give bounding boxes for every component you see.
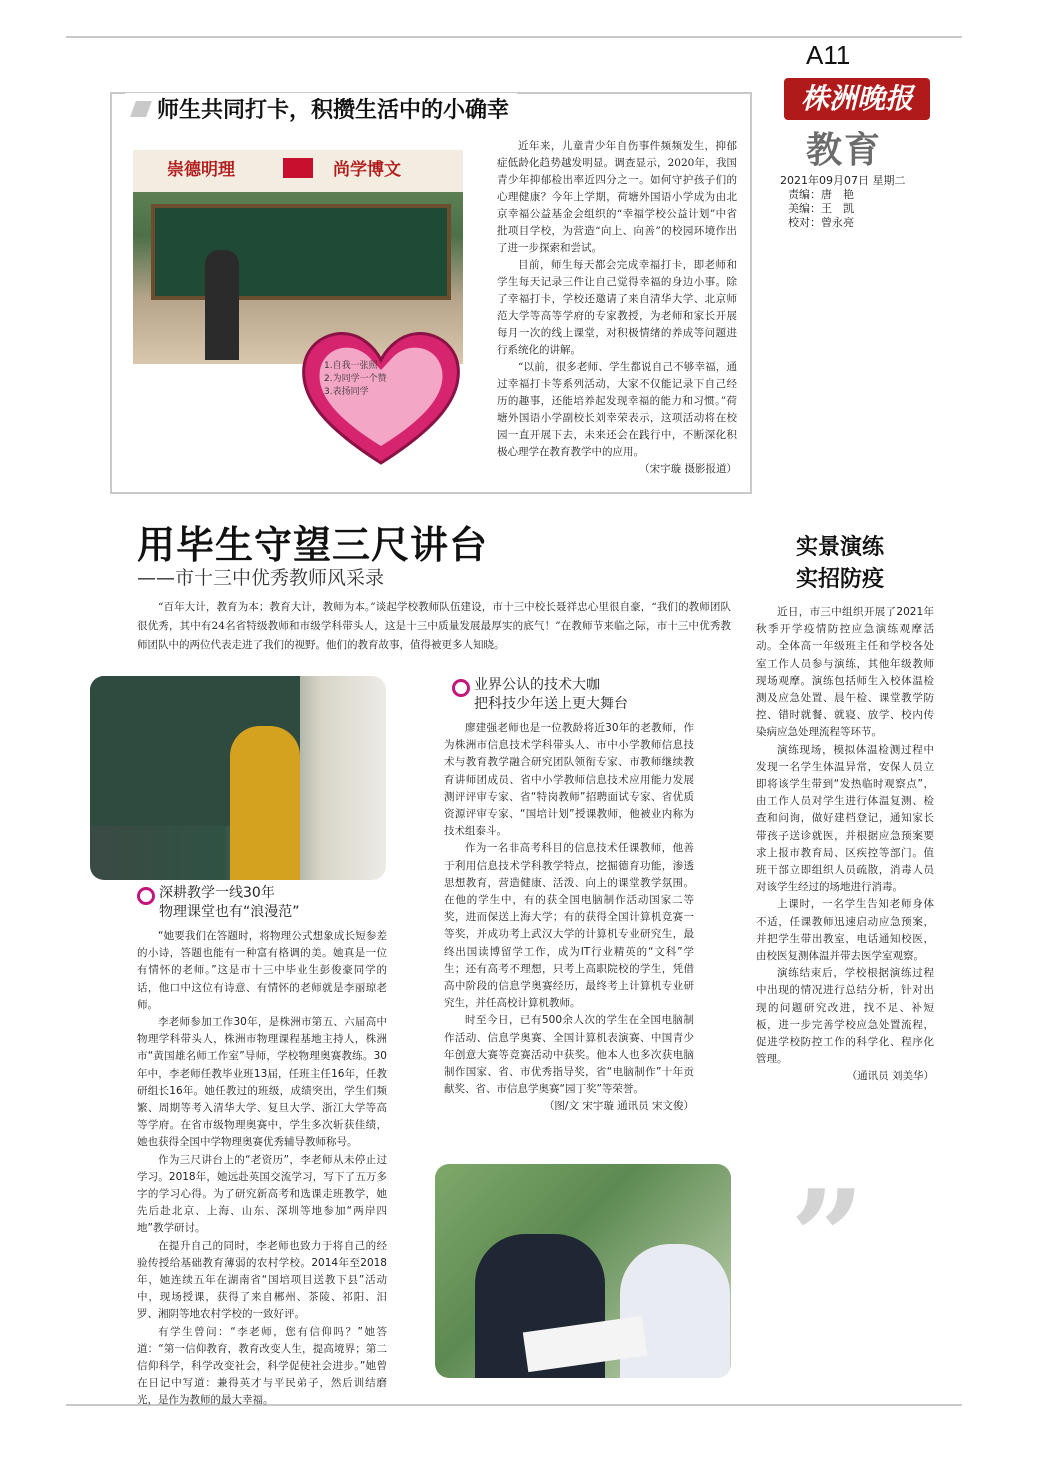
- side-paragraph: 演练现场，模拟体温检测过程中发现一名学生体温异常，安保人员立即将该学生带到“发热临时观察点”，由工作人员对学生进行体温复测、检查和问询，做好建档登记，通知家长带孩子送诊就医，并根据应急预案要求上报市教育局、区疾控等部门。值班干部立即组织人员疏散，消毒人员对该学生经过的场地进行消毒。: [756, 743, 934, 894]
- proofreader-credit: 校对：曾永亮: [788, 216, 854, 229]
- section1-paragraph: “她要我们在答题时，将物理公式想象成长短参差的小诗，答题也能有一种富有格调的美。她真是一位有情怀的老师。”这是市十三中毕业生彭俊豪同学的话，他口中这位有诗意、有情怀的老师就是李丽琼老师。: [137, 930, 387, 1011]
- main-article-intro: “百年大计，教育为本；教育大计，教师为本。”谈起学校教师队伍建设，市十三中校长聂祥忠心里很自豪，“我们的教师团队很优秀，其中有24名省特级教师和市级学科带头人，这是十三中质量发展最厚实的底气！”在教师节来临之际，市十三中优秀教师团队中的两位代表走进了我们的视野。他们的教育故事，值得被更多人知晓。: [137, 601, 731, 651]
- feature-paragraph: 目前，师生每天都会完成幸福打卡，即老师和学生每天记录三件让自己觉得幸福的身边小事。除了幸福打卡，学校还邀请了来自清华大学、北京师范大学等高等学府的专家教授，为老师和家长开展每月一次的线上课堂，对积极情绪的养成等问题进行系统化的讲解。: [497, 259, 737, 356]
- teacher-figure: [230, 726, 300, 880]
- section2-credit: （图/文 宋宇璇 通讯员 宋文俊）: [543, 1100, 694, 1113]
- heart-note: [296, 318, 466, 468]
- side-credit: （通讯员 刘美华）: [846, 1070, 934, 1083]
- heart-note-text: 1.自我一张照 2.为同学一个赞 3.表扬同学: [324, 361, 387, 397]
- section1-body: [137, 928, 387, 1410]
- side-article-title-line2: 实招防疫: [795, 567, 884, 592]
- section-name: 教育: [806, 129, 883, 171]
- issue-date: 2021年09月07日 星期二: [780, 174, 906, 187]
- feature-credit: （宋宇璇 摄影报道）: [639, 463, 737, 475]
- section2-heading-line2: 把科技少年送上更大舞台: [474, 696, 628, 712]
- editor-credit: 责编：唐 艳: [788, 188, 854, 201]
- main-article-title: 用毕生守望三尺讲台: [137, 523, 489, 567]
- section2-paragraph: 时至今日，已有500余人次的学生在全国电脑制作活动、信息学奥赛、全国计算机表演赛、中国青少年创意大赛等竞赛活动中获奖。他本人也多次获电脑制作国家、省、市优秀指导奖，省“电脑制作”十年贡献奖、省、市信息学奥赛“园丁奖”等荣誉。: [444, 1014, 694, 1096]
- section1-paragraph: 在提升自己的同时，李老师也致力于将自己的经验传授给基础教育薄弱的农村学校。2014年至2018年，她连续五年在湖南省“国培项目送教下县”活动中，现场授课，获得了来自郴州、茶陵、祁阳、汨罗、湘阴等地农村学校的一致好评。: [137, 1239, 387, 1321]
- teacher-student-photo: [435, 1164, 731, 1378]
- section2-paragraph: 廖建强老师也是一位教龄将近30年的老教师，作为株洲市信息技术学科带头人、市中小学教师信息技术与教育教学融合研究团队领衔专家、市教师继续教育讲师团成员、省中小学教师信息技术应用能力发展测评评审专家、省“特岗教师”招聘面试专家、省优质资源评审专家、“国培计划”授课教师，他被业内称为技术组泰斗。: [444, 722, 694, 838]
- page-number: A11: [806, 40, 851, 70]
- top-rule: [66, 36, 962, 38]
- quote-mark-icon: ”: [790, 1161, 865, 1314]
- section1-heading-line1: 深耕教学一线30年: [159, 885, 275, 901]
- section2-heading: [452, 676, 702, 714]
- banner-flag-icon: [283, 158, 313, 178]
- newspaper-logo: 株洲晚报: [784, 78, 930, 120]
- main-article-subtitle: ——市十三中优秀教师风采录: [137, 567, 385, 589]
- side-paragraph: 演练结束后，学校根据演练过程中出现的情况进行总结分析，针对出现的问题研究改进，找不足、补短板，进一步完善学校应急处置流程，促进学校防控工作的科学化、程序化管理。: [756, 967, 934, 1066]
- teacher-figure: [205, 250, 239, 360]
- feature-box-title: 师生共同打卡，积攒生活中的小确幸: [125, 93, 517, 124]
- feature-paragraph: “以前，很多老师、学生都说自己不够幸福，通过幸福打卡等系列活动，大家不仅能记录下自己经历的趣事，还能培养起发现幸福的能力和习惯。”荷塘外国语小学副校长刘幸荣表示，这项活动将在校园一直开展下去，未来还会在践行中，不断深化积极心理学在教育教学中的应用。: [497, 361, 737, 458]
- photo-banner: [133, 150, 463, 192]
- section1-heading-line2: 物理课堂也有“浪漫范”: [159, 904, 300, 920]
- blackboard: [151, 204, 451, 300]
- section1-paragraph: 作为三尺讲台上的“老资历”，李老师从未停止过学习。2018年，她远赴英国交流学习，写下了五万多字的学习心得。为了研究新高考和选课走班教学，她先后赴北京、上海、山东、深圳等地参加“两岸四地”教学研讨。: [137, 1153, 387, 1235]
- section2-heading-line1: 业界公认的技术大咖: [474, 677, 600, 693]
- side-article-body: [756, 604, 934, 1086]
- designer-credit: 美编：王 凯: [788, 202, 854, 215]
- section1-heading: [137, 884, 377, 922]
- student-figure: [620, 1244, 730, 1378]
- side-paragraph: 上课时，一名学生告知老师身体不适，任课教师迅速启动应急预案，并把学生带出教室，电话通知校医，由校医复测体温并带去医学室观察。: [756, 898, 934, 963]
- section1-paragraph: 李老师参加工作30年，是株洲市第五、六届高中物理学科带头人，株洲市物理课程基地主持人，株洲市“黄国雄名师工作室”导师，学校物理奥赛教练。30年中，李老师任教毕业班13届，任班主任16年，任教研组长16年。她任教过的班级，成绩突出，学生们频繁、周期等考入清华大学、复旦大学、浙江大学等高等学府。在省市级物理奥赛中，学生多次斩获佳绩，她也获得全国中学物理奥赛优秀辅导教师称号。: [137, 1016, 387, 1149]
- section2-paragraph: 作为一名非高考科目的信息技术任课教师，他善于利用信息技术学科教学特点，挖掘德育功能，渗透思想教育，营造健康、活泼、向上的课堂教学氛围。在他的学生中，有的获全国电脑制作活动国家二等奖，进而保送上海大学；有的获得全国计算机竞赛一等奖，并成功考上武汉大学的计算机专业研究生，最终出国读博留学工作，成为IT行业精英的“文科”学生；还有高考不理想，只考上高职院校的学生，凭借高中阶段的信息学奥赛经历，最终考上计算机专业研究生，并任高校计算机教师。: [444, 842, 694, 1010]
- teacher-lecturing-photo: [90, 676, 386, 880]
- feature-paragraph: 近年来，儿童青少年自伤事件频频发生，抑郁症低龄化趋势越发明显。调查显示，2020年，我国青少年抑郁检出率近四分之一。如何守护孩子们的心理健康？今年上学期，荷塘外国语小学成为由北京幸福公益基金会组织的“幸福学校公益计划”中省批项目学校，为营造“向上、向善”的校园环境作出了进一步探索和尝试。: [497, 140, 737, 254]
- side-article-title-line1: 实景演练: [795, 535, 884, 560]
- section2-body: [444, 720, 694, 1116]
- side-paragraph: 近日，市三中组织开展了2021年秋季开学疫情防控应急演练观摩活动。全体高一年级班主任和学校各处室工作人员参与演练，其他年级教师现场观摩。演练包括师生入校体温检测及应急处置、晨午检、课堂教学防控、错时就餐、就寝、放学、校内传染病应急处理流程等环节。: [756, 606, 934, 739]
- section1-paragraph: 有学生曾问：“李老师，您有信仰吗？”她答道：“第一信仰教育，教育改变人生，提高境界；第二信仰科学，科学改变社会，科学促使社会进步。”她曾在日记中写道：兼得英才与平民弟子，然后训结磨光，是作为教师的最大幸福。: [137, 1325, 387, 1407]
- banner-left-text: 崇德明理: [167, 160, 235, 180]
- feature-box-body: [497, 138, 737, 478]
- banner-right-text: 尚学博文: [333, 160, 401, 180]
